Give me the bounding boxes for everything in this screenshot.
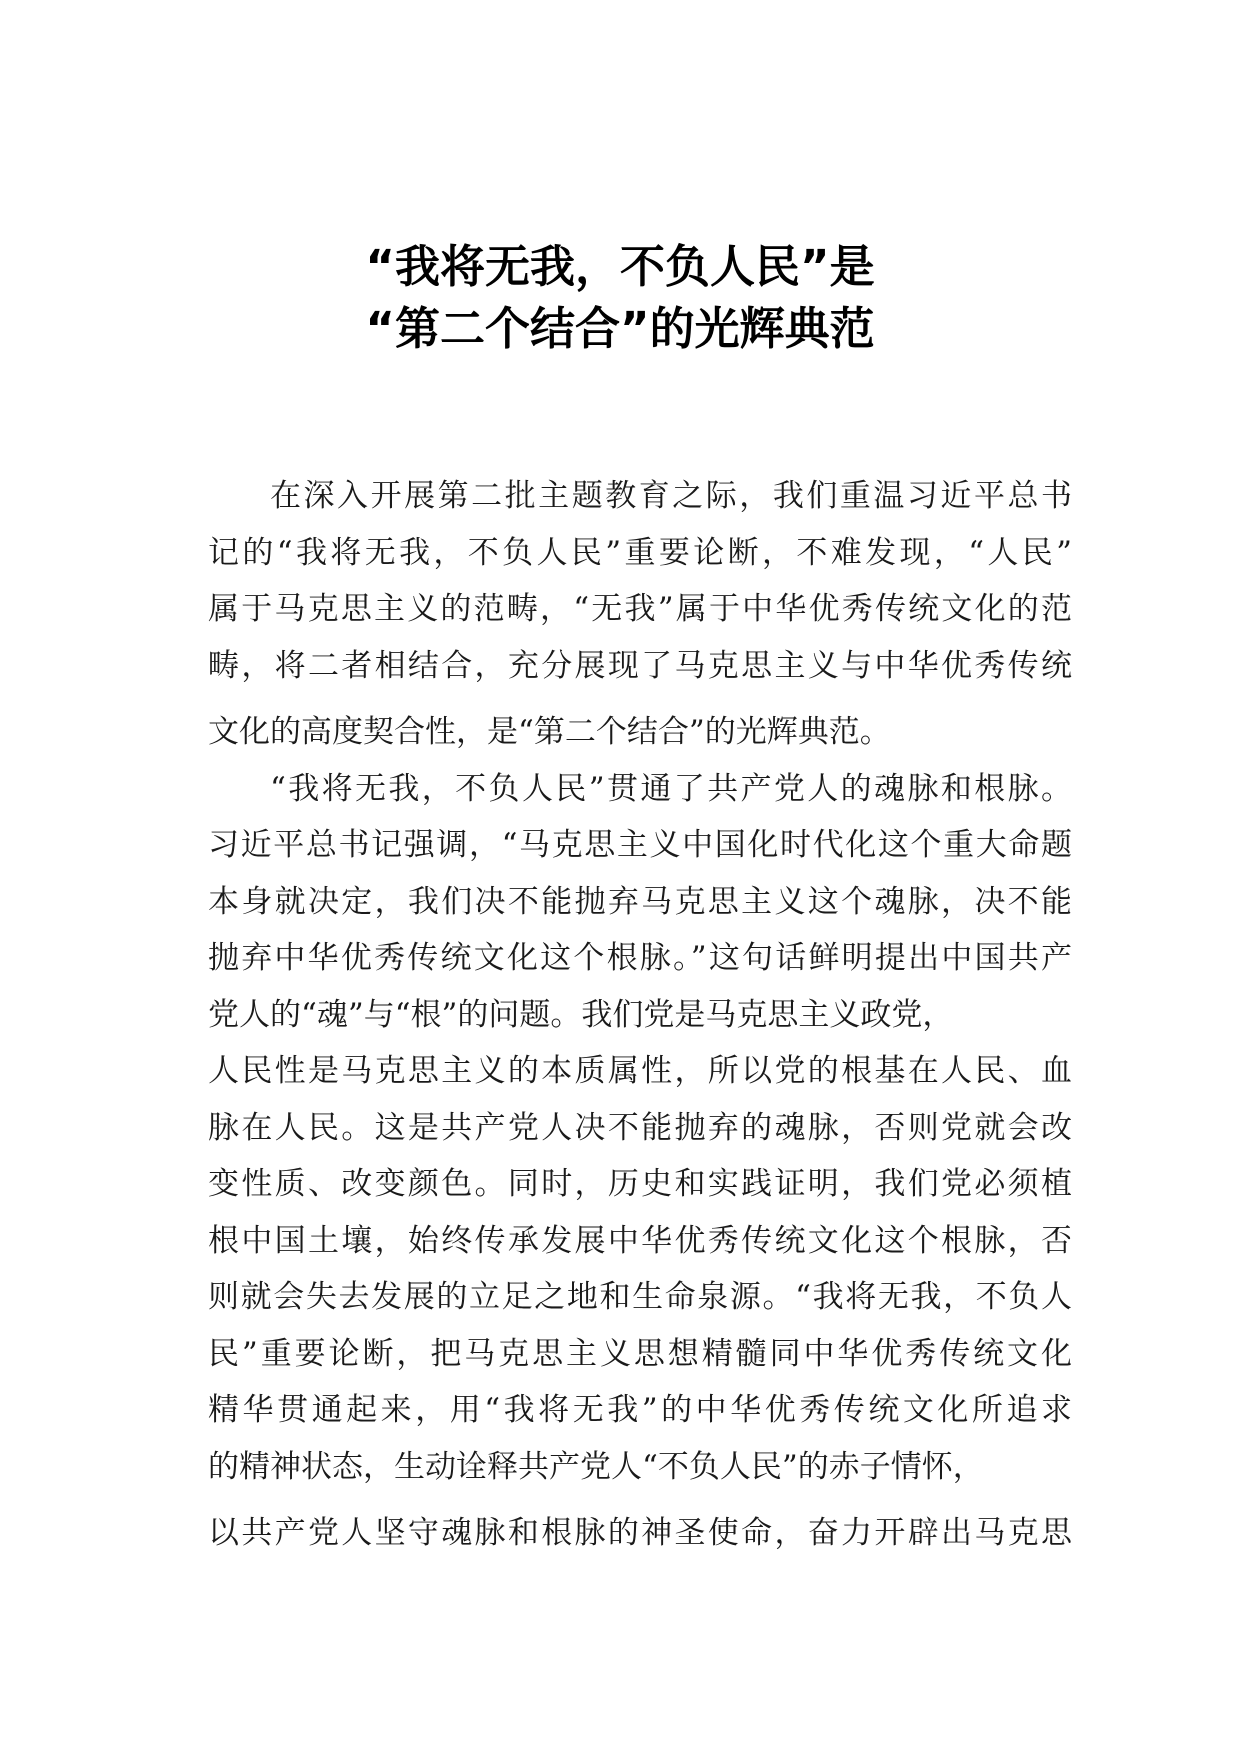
- paragraph-line: 变性质、改变颜色。同时，历史和实践证明，我们党必须植: [208, 1166, 1072, 1202]
- paragraph-line: 人民性是马克思主义的本质属性，所以党的根基在人民、血: [208, 1053, 1072, 1089]
- paragraph-1: [208, 468, 1072, 761]
- document-title: [0, 236, 1240, 360]
- paragraph-line: 在深入开展第二批主题教育之际，我们重温习近平总书: [270, 478, 1072, 514]
- paragraph-line: 以共产党人坚守魂脉和根脉的神圣使命，奋力开辟出马克思: [208, 1515, 1072, 1551]
- paragraph-line: 则就会失去发展的立足之地和生命泉源。“我将无我，不负人: [208, 1279, 1072, 1315]
- paragraph-line: 民”重要论断，把马克思主义思想精髓同中华优秀传统文化: [208, 1335, 1072, 1372]
- paragraph-line: 的精神状态，生动诠释共产党人“不负人民”的赤子情怀，: [208, 1448, 984, 1485]
- paragraph-line: 根中国土壤，始终传承发展中华优秀传统文化这个根脉，否: [208, 1222, 1072, 1259]
- paragraph-line: 脉在人民。这是共产党人决不能抛弃的魂脉，否则党就会改: [208, 1109, 1072, 1146]
- paragraph-line: 抛弃中华优秀传统文化这个根脉。”这句话鲜明提出中国共产: [208, 940, 1072, 976]
- paragraph-line: 习近平总书记强调，“马克思主义中国化时代化这个重大命题: [208, 827, 1072, 863]
- paragraph-line: 属于马克思主义的范畴，“无我”属于中华优秀传统文化的范: [208, 591, 1072, 627]
- paragraph-line: 党人的“魂”与“根”的问题。我们党是马克思主义政党，: [208, 996, 954, 1033]
- paragraph-line: “我将无我，不负人民”贯通了共产党人的魂脉和根脉。: [270, 770, 1072, 807]
- paragraph-line: 记的“我将无我，不负人民”重要论断，不难发现，“人民”: [208, 534, 1072, 571]
- paragraph-line: 本身就决定，我们决不能抛弃马克思主义这个魂脉，决不能: [208, 883, 1072, 920]
- title-line-2: “第二个结合”的光辉典范: [365, 302, 875, 355]
- paragraph-line: 文化的高度契合性，是“第二个结合”的光辉典范。: [208, 714, 891, 750]
- paragraph-line: 畴，将二者相结合，充分展现了马克思主义与中华优秀传统: [208, 647, 1072, 684]
- document-body: [208, 468, 1072, 1562]
- paragraph-2: [208, 761, 1072, 1562]
- title-line-1: “我将无我，不负人民”是: [365, 240, 875, 293]
- paragraph-line: 精华贯通起来，用“我将无我”的中华优秀传统文化所追求: [208, 1392, 1072, 1428]
